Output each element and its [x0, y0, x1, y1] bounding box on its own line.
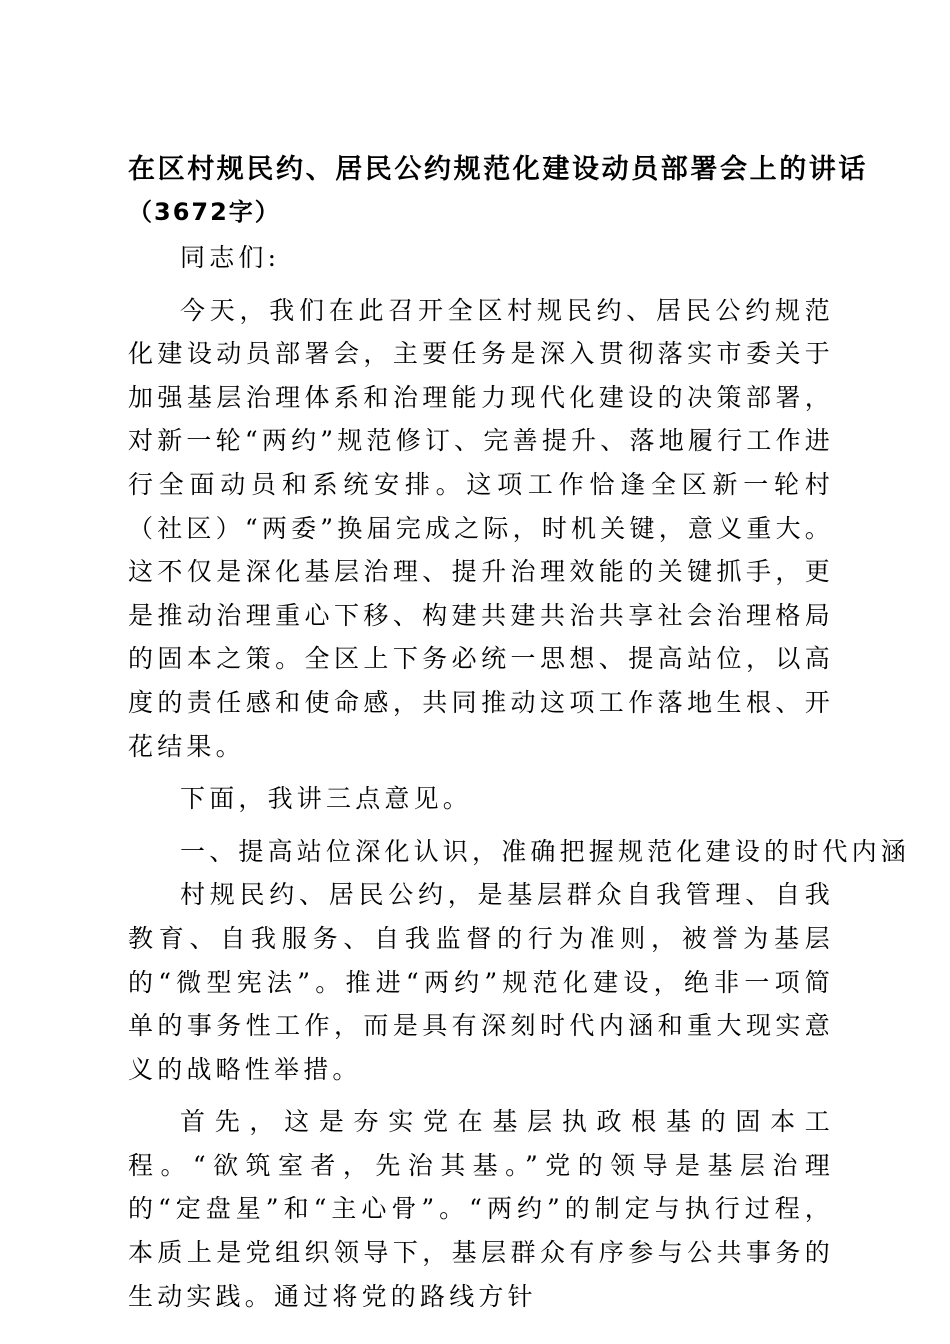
- paragraph-outline: 下面，我讲三点意见。: [180, 784, 473, 814]
- document-body: [128, 150, 911, 1318]
- document-title: 在区村规民约、居民公约规范化建设动员部署会上的讲话: [128, 154, 868, 185]
- section-heading-1: 一、提高站位深化认识，准确把握规范化建设的时代内涵: [180, 836, 911, 866]
- paragraph-section1-first: 首先，这是夯实党在基层执政根基的固本工程。“欲筑室者，先治其基。”党的领导是基层治理的“定盘星”和“主心骨”。“两约”的制定与执行过程，本质上是党组织领导下，基层群众有序参与公共事务的生动实践。通过将党的路线方针: [128, 1107, 834, 1311]
- paragraph-opening: 今天，我们在此召开全区村规民约、居民公约规范化建设动员部署会，主要任务是深入贯彻落实市委关于加强基层治理体系和治理能力现代化建设的决策部署，对新一轮“两约”规范修订、完善提升、落地履行工作进行全面动员和系统安排。这项工作恰逢全区新一轮村（社区）“两委”换届完成之际，时机关键，意义重大。这不仅是深化基层治理、提升治理效能的关键抓手，更是推动治理重心下移、构建共建共治共享社会治理格局的固本之策。全区上下务必统一思想、提高站位，以高度的责任感和使命感，共同推动这项工作落地生根、开花结果。: [128, 295, 834, 761]
- document-word-count: （3672字）: [128, 198, 281, 226]
- paragraph-section1-intro: 村规民约、居民公约，是基层群众自我管理、自我教育、自我服务、自我监督的行为准则，被誉为基层的“微型宪法”。推进“两约”规范化建设，绝非一项简单的事务性工作，而是具有深刻时代内涵和重大现实意义的战略性举措。: [128, 880, 834, 1084]
- salutation: 同志们:: [180, 243, 281, 272]
